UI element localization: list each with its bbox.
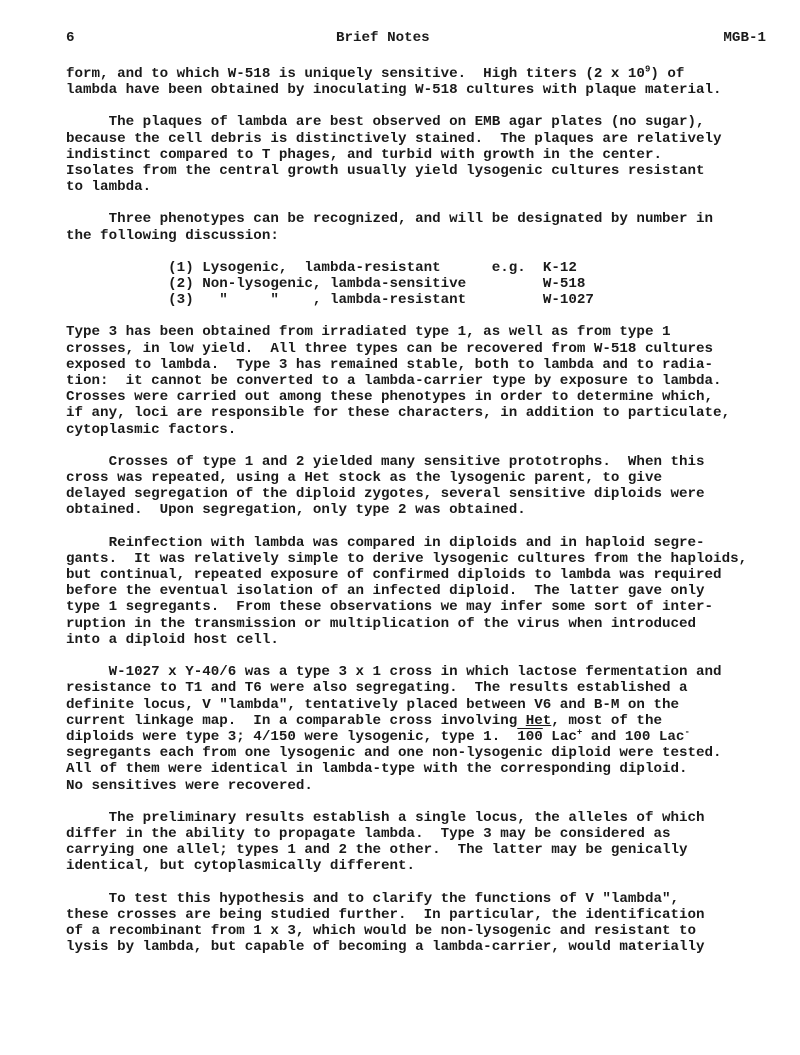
text-line: W-1027 x Y-40/6 was a type 3 x 1 cross in which lactose fermentation and (66, 664, 722, 681)
text-line: because the cell debris is distinctively stained. The plaques are relatively (66, 130, 722, 147)
text-line: tion: it cannot be converted to a lambda-carrier type by exposure to lambda. (66, 373, 722, 390)
text-line: differ in the ability to propagate lambda. Type 3 may be considered as (66, 825, 671, 842)
text-line: lysis by lambda, but capable of becoming a lambda-carrier, would materially (66, 939, 705, 956)
paragraph (66, 535, 756, 648)
paragraph (66, 114, 756, 195)
text-line: into a diploid host cell. (66, 631, 279, 648)
phenotype-number: (1) (168, 259, 203, 276)
text-line: indistinct compared to T phages, and turbid with growth in the center. (66, 146, 662, 163)
running-title: Brief Notes (336, 30, 430, 46)
text-line: carrying one allel; types 1 and 2 the other. The latter may be genically (66, 842, 688, 859)
document-page (66, 30, 766, 971)
text-line: The plaques of lambda are best observed on EMB agar plates (no sugar), (66, 114, 705, 131)
paragraph (66, 664, 756, 794)
paragraph (66, 454, 756, 519)
phenotype-description: Non-lysogenic, lambda-sensitive (202, 276, 492, 293)
text-line: No sensitives were recovered. (66, 777, 313, 794)
text-line: Crosses of type 1 and 2 yielded many sensitive prototrophs. When this (66, 453, 705, 470)
text-line: cross was repeated, using a Het stock as the lysogenic parent, to give (66, 470, 662, 487)
example-label: e.g. (491, 259, 543, 276)
text-line: identical, but cytoplasmically different. (66, 858, 416, 875)
example-label (492, 292, 543, 308)
document-body (66, 66, 756, 955)
example-label (492, 276, 543, 292)
phenotype-number: (3) (168, 292, 203, 309)
text-line: delayed segregation of the diploid zygotes, several sensitive diploids were (66, 486, 705, 503)
text-line: definite locus, V "lambda", tentatively placed between V6 and B-M on the (66, 696, 679, 713)
paragraph (66, 211, 756, 243)
text-line: exposed to lambda. Type 3 has remained stable, both to lambda and to radia- (66, 356, 714, 373)
example-strain: K-12 (542, 259, 577, 276)
phenotype-description: Lysogenic, lambda-resistant (202, 259, 492, 276)
text-line: crosses, in low yield. All three types can be recovered from W-518 cultures (66, 340, 714, 357)
text-line: if any, loci are responsible for these characters, in addition to particulate, (66, 405, 731, 422)
text-line: The preliminary results establish a single locus, the alleles of which (66, 809, 705, 826)
text-line: lambda have been obtained by inoculating W-518 cultures with plaque material. (66, 82, 722, 99)
phenotype-list (66, 260, 756, 309)
paragraph (66, 810, 756, 875)
text-line: obtained. Upon segregation, only type 2 was obtained. (66, 502, 526, 519)
example-strain: W-1027 (542, 292, 594, 309)
paragraph (66, 66, 756, 98)
text-line: resistance to T1 and T6 were also segregating. The results established a (66, 680, 688, 697)
page-header (66, 30, 766, 50)
text-line: gants. It was relatively simple to derive lysogenic cultures from the haploids, (66, 550, 748, 567)
paragraph (66, 891, 756, 956)
example-strain: W-518 (542, 276, 586, 293)
text-line: the following discussion: (66, 227, 279, 244)
text-line: these crosses are being studied further. In particular, the identification (66, 906, 705, 923)
phenotype-number: (2) (168, 276, 203, 293)
text-line: All of them were identical in lambda-type with the corresponding diploid. (66, 761, 688, 778)
paragraph (66, 324, 756, 437)
text-line: to lambda. (66, 179, 152, 196)
text-line: Isolates from the central growth usually yield lysogenic cultures resistant (66, 163, 705, 180)
text-line: segregants each from one lysogenic and one non-lysogenic diploid were tested. (66, 745, 722, 762)
phenotype-item (66, 292, 756, 308)
phenotype-description: " " , lambda-resistant (202, 292, 492, 309)
text-line: but continual, repeated exposure of confirmed diploids to lambda was required (66, 567, 722, 584)
text-line: diploids were type 3; 4/150 were lysogenic, type 1. 100 Lac+ and 100 Lac- (66, 727, 690, 745)
text-line: type 1 segregants. From these observations we may infer some sort of inter- (66, 599, 714, 616)
text-line: Type 3 has been obtained from irradiated type 1, as well as from type 1 (66, 324, 671, 341)
text-line: current linkage map. In a comparable cross involving Het, most of the (66, 712, 662, 729)
text-line: Three phenotypes can be recognized, and will be designated by number in (66, 211, 714, 228)
text-line: Reinfection with lambda was compared in diploids and in haploid segre- (66, 534, 705, 551)
phenotype-item (66, 276, 756, 292)
text-line: cytoplasmic factors. (66, 421, 237, 438)
phenotype-item (66, 260, 756, 276)
document-code: MGB-1 (723, 30, 766, 46)
page-number: 6 (66, 30, 75, 46)
text-line: Crosses were carried out among these phenotypes in order to determine which, (66, 389, 714, 406)
text-line: before the eventual isolation of an infected diploid. The latter gave only (66, 583, 705, 600)
text-line: To test this hypothesis and to clarify the functions of V "lambda", (66, 890, 679, 907)
text-line: form, and to which W-518 is uniquely sensitive. High titers (2 x $10^9$) of (66, 64, 685, 82)
text-line: ruption in the transmission or multiplication of the virus when introduced (66, 615, 697, 632)
text-line: of a recombinant from 1 x 3, which would be non-lysogenic and resistant to (66, 922, 697, 939)
